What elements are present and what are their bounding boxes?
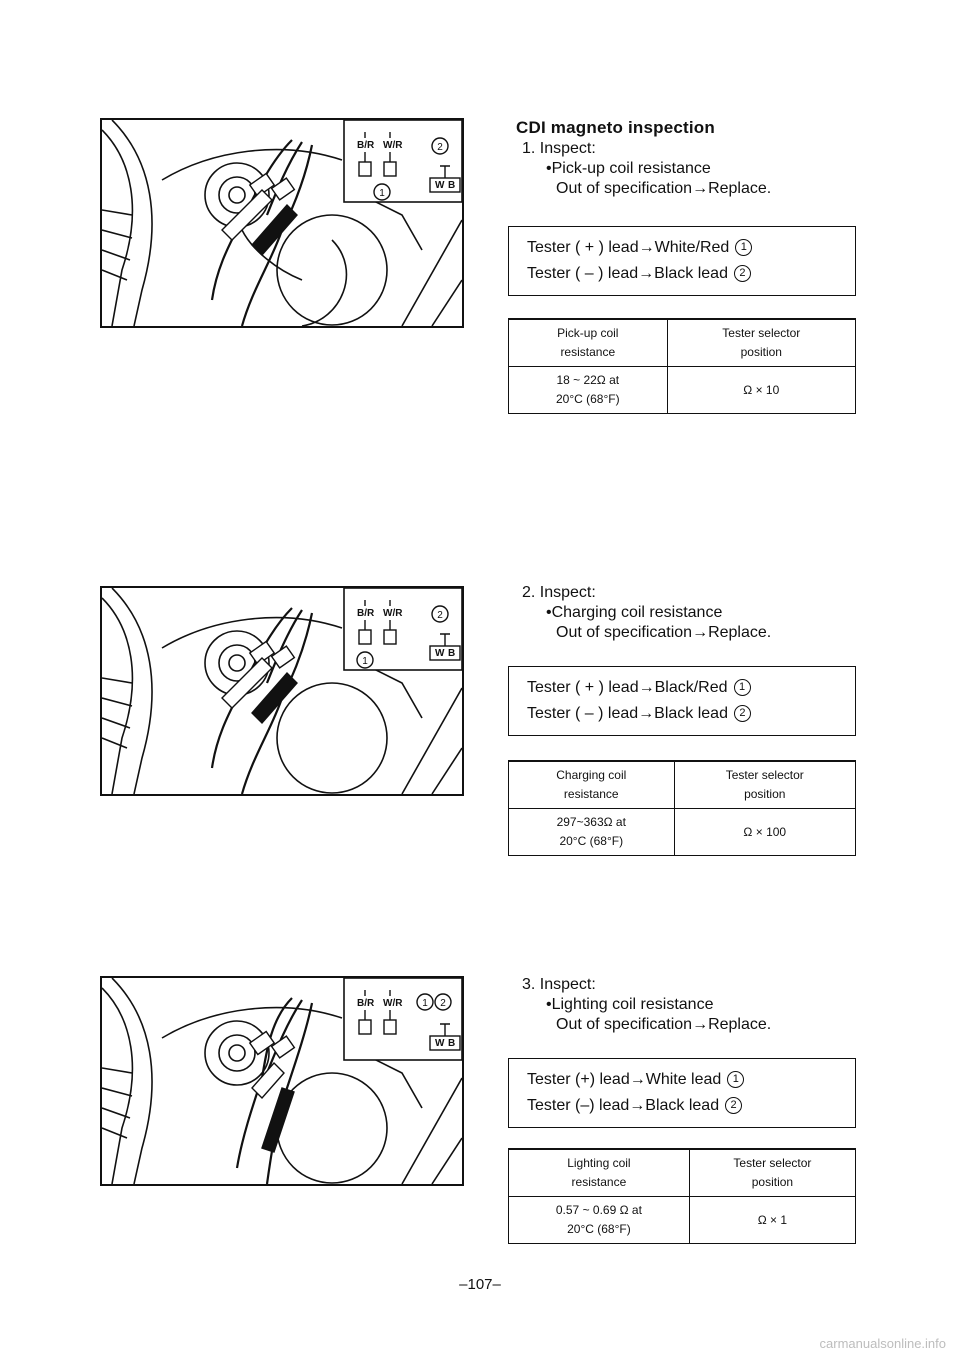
spec-value-selector: Ω × 100 (674, 809, 855, 856)
figure-lighting-coil (100, 976, 464, 1186)
section-charging-coil (508, 582, 858, 872)
tester-plus-line: Tester ( + ) lead→Black/Red 1 (527, 675, 855, 701)
inset-label-w: W (435, 648, 445, 659)
inset-label-br: B/R (357, 608, 375, 619)
figure-charging-coil (100, 586, 464, 796)
callout-2-icon: 2 (734, 265, 751, 282)
spec-instruction: Out of specification→Replace. (556, 1016, 772, 1033)
callout-1-icon: 1 (727, 1071, 744, 1088)
spec-value-resistance: 297~363Ω at 20°C (68°F) (509, 809, 675, 856)
inspect-item: •Charging coil resistance (546, 604, 723, 621)
tester-connection-box (508, 226, 856, 296)
spec-value-selector: Ω × 10 (667, 367, 855, 414)
tester-connection-box (508, 666, 856, 736)
spec-value-selector: Ω × 1 (689, 1197, 855, 1244)
inset-label-wr: W/R (383, 140, 403, 151)
inset-mark-2: 2 (437, 142, 443, 153)
spec-instruction: Out of specification→Replace. (556, 624, 772, 641)
page-number: –107– (459, 1276, 501, 1293)
spec-header-selector: Tester selector position (674, 761, 855, 809)
inset-label-b: B (448, 648, 456, 659)
tester-connection-box (508, 1058, 856, 1128)
spec-header-resistance: Charging coil resistance (509, 761, 675, 809)
watermark-text: carmanualsonline.info (819, 1336, 946, 1351)
callout-1-icon: 1 (735, 239, 752, 256)
inset-mark-2: 2 (437, 610, 443, 621)
tester-minus-line: Tester (–) lead→Black lead 2 (527, 1093, 855, 1119)
callout-2-icon: 2 (725, 1097, 742, 1114)
section-pickup-coil (508, 118, 858, 428)
step-label: 2. Inspect: (522, 584, 596, 601)
inset-label-w: W (435, 180, 445, 191)
callout-2-icon: 2 (734, 705, 751, 722)
step-label: 1. Inspect: (522, 140, 596, 157)
spec-instruction: Out of specification→Replace. (556, 180, 772, 197)
spec-header-selector: Tester selector position (667, 319, 855, 367)
spec-table (508, 318, 856, 414)
inset-label-br: B/R (357, 998, 375, 1009)
inspect-item: •Lighting coil resistance (546, 996, 714, 1013)
magneto-illustration (102, 588, 462, 794)
inset-label-b: B (448, 1038, 456, 1049)
callout-1-icon: 1 (734, 679, 751, 696)
spec-value-resistance: 0.57 ~ 0.69 Ω at 20°C (68°F) (509, 1197, 690, 1244)
inset-mark-1: 1 (379, 188, 385, 199)
step-label: 3. Inspect: (522, 976, 596, 993)
inset-mark-2: 2 (440, 998, 446, 1009)
inset-mark-1: 1 (422, 998, 428, 1009)
spec-table (508, 1148, 856, 1244)
spec-header-selector: Tester selector position (689, 1149, 855, 1197)
inset-label-wr: W/R (383, 608, 403, 619)
section-lighting-coil (508, 974, 858, 1254)
spec-header-resistance: Pick-up coil resistance (509, 319, 668, 367)
magneto-illustration (102, 978, 462, 1184)
inset-label-w: W (435, 1038, 445, 1049)
spec-table (508, 760, 856, 856)
tester-plus-line: Tester (+) lead→White lead 1 (527, 1067, 855, 1093)
figure-pickup-coil (100, 118, 464, 328)
inset-label-wr: W/R (383, 998, 403, 1009)
inset-label-b: B (448, 180, 456, 191)
tester-minus-line: Tester ( – ) lead→Black lead 2 (527, 261, 855, 287)
inset-label-br: B/R (357, 140, 375, 151)
spec-header-resistance: Lighting coil resistance (509, 1149, 690, 1197)
tester-plus-line: Tester ( + ) lead→White/Red 1 (527, 235, 855, 261)
section-title: CDI magneto inspection (516, 118, 715, 137)
magneto-illustration (102, 120, 462, 326)
tester-minus-line: Tester ( – ) lead→Black lead 2 (527, 701, 855, 727)
inspect-item: •Pick-up coil resistance (546, 160, 711, 177)
spec-value-resistance: 18 ~ 22Ω at 20°C (68°F) (509, 367, 668, 414)
inset-mark-1: 1 (362, 656, 368, 667)
